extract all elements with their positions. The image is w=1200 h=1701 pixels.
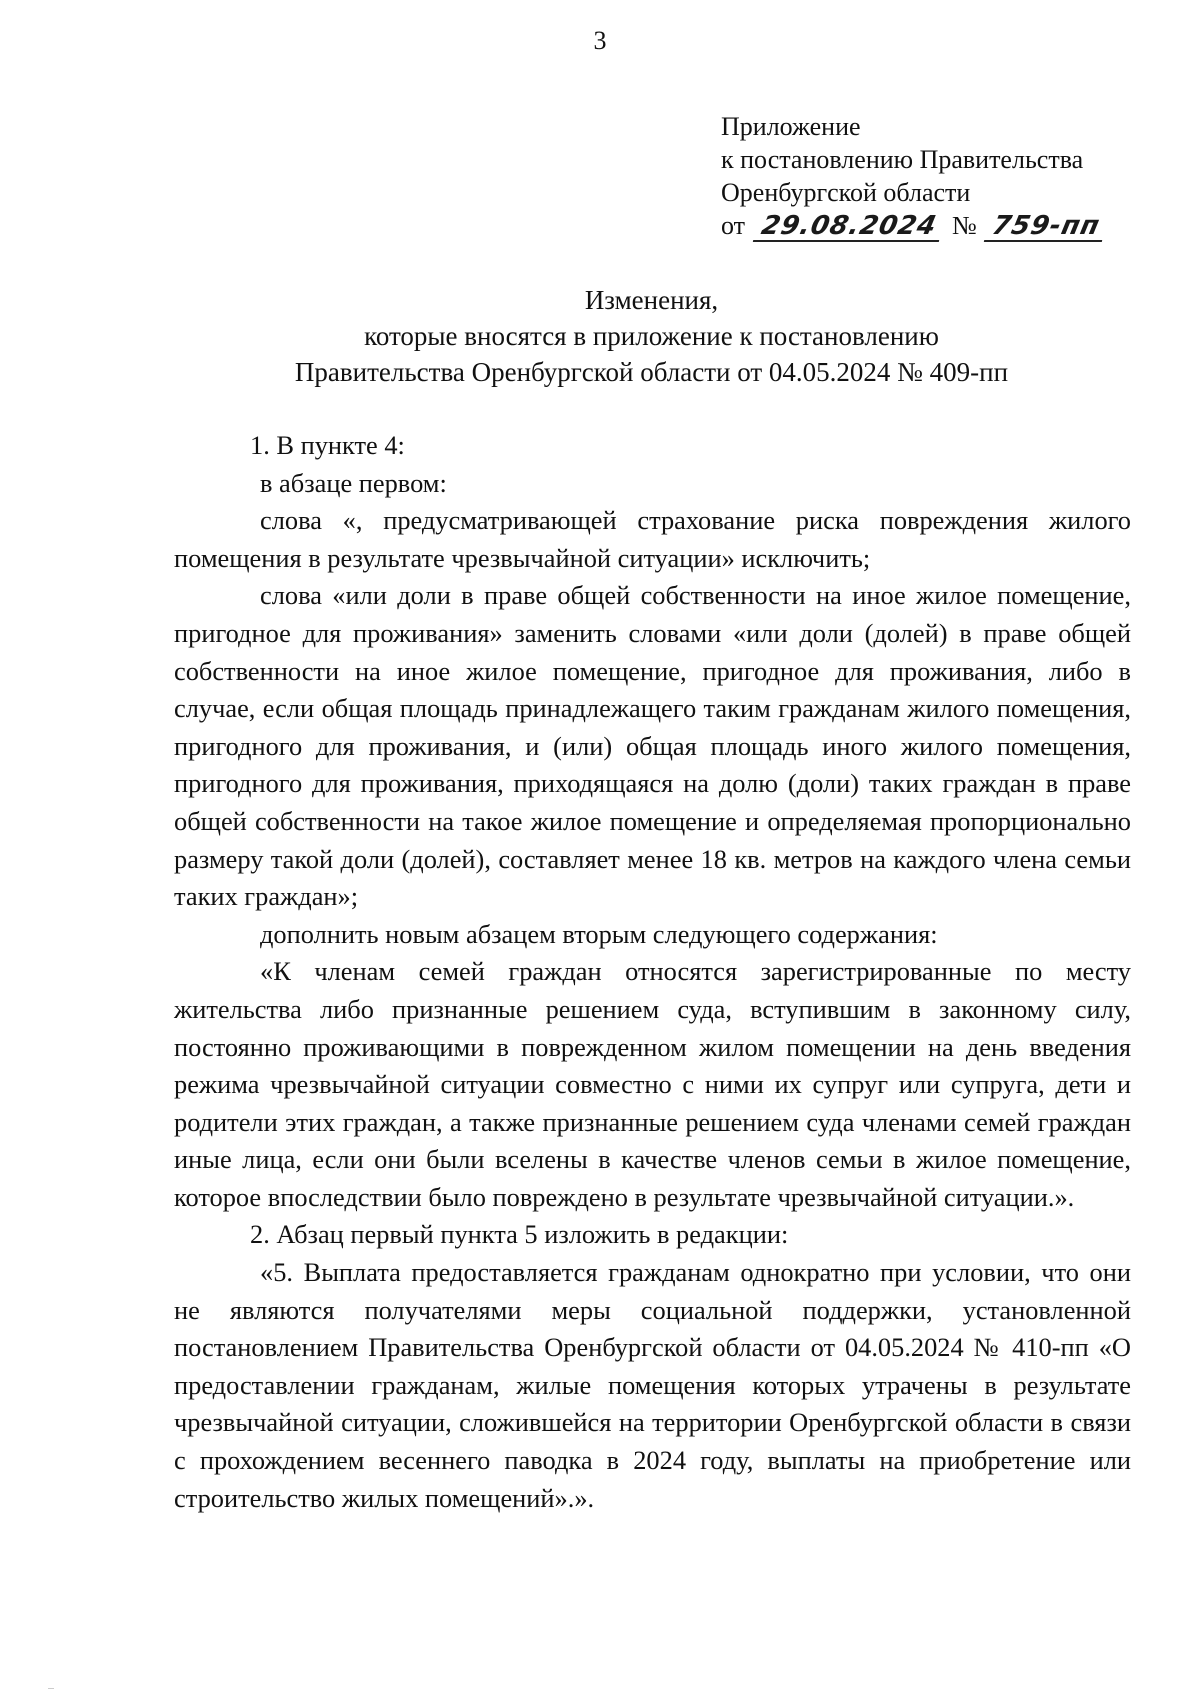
appendix-header [721, 110, 1105, 242]
paragraph-payment-condition: «5. Выплата предоставляется гражданам однократно при условии, что они не являются получателями меры социальной поддержки, установленной постановлением Правительства Оренбургской области от 04.05.2024 № 410-пп «О предоставлении гражданам, жилые помещения которых утрачены в результате чрезвычайной ситуации, сложившейся на территории Оренбургской области в связи с прохождением весеннего паводка в 2024 году, выплаты на приобретение или строительство жилых помещений».». [174, 1257, 1131, 1513]
handwritten-number: 759-пп [984, 212, 1108, 242]
appendix-title: Приложение [721, 112, 861, 141]
paragraph-exclude-words: слова «, предусматривающей страхование риска повреждения жилого помещения в результате чрезвычайной ситуации» исключить; [174, 505, 1131, 573]
page-number: 3 [593, 26, 607, 55]
number-sign: № [952, 211, 977, 240]
paragraph-replace-words: слова «или доли в праве общей собственности на иное жилое помещение, пригодное для проживания» заменить словами «или доли (долей) в праве общей собственности на иное жилое помещение, пригодное для проживания, либо в случае, если общая площадь принадлежащего таким гражданам жилого помещения, пригодного для проживания, и (или) общая площадь иного жилого помещения, пригодного для проживания, приходящаяся на долю (доли) таких граждан в праве общей собственности на такое жилое помещение и определяемая пропорционально размеру такой доли (долей), составляет менее 18 кв. метров на каждого члена семьи таких граждан»; [174, 580, 1131, 912]
paragraph-first-abzac: в абзаце первом: [260, 467, 447, 498]
appendix-date-line [721, 209, 1105, 242]
paragraph-item-2: 2. Абзац первый пункта 5 изложить в редакции: [250, 1219, 789, 1250]
scan-mark [48, 1688, 54, 1689]
paragraph-item-1: 1. В пункте 4: [250, 430, 405, 460]
document-title [170, 282, 1133, 390]
title-line-2: которые вносятся в приложение к постановлению [364, 321, 939, 351]
date-label: от [721, 211, 746, 240]
title-line-1: Изменения, [584, 285, 719, 315]
paragraph-add-abzac: дополнить новым абзацем вторым следующего содержания: [260, 918, 938, 949]
title-line-3: Правительства Оренбургской области от 04.05.2024 № 409-пп [294, 357, 1009, 387]
paragraph-family-members: «К членам семей граждан относятся зарегистрированные по месту жительства либо признанные решением суда, вступившим в законному силу, постоянно проживающими в поврежденном жилом помещении на день введения режима чрезвычайной ситуации совместно с ними их супруг или супруга, дети и родители этих граждан, а также признанные решением суда членами семей граждан иные лица, если они были вселены в качестве членов семьи в жилое помещение, которое впоследствии было повреждено в результате чрезвычайной ситуации.». [174, 956, 1131, 1212]
appendix-reference: к постановлению Правительства [721, 145, 1084, 174]
appendix-region: Оренбургской области [721, 178, 971, 207]
document-body [174, 427, 1131, 1517]
handwritten-date: 29.08.2024 [752, 212, 944, 242]
